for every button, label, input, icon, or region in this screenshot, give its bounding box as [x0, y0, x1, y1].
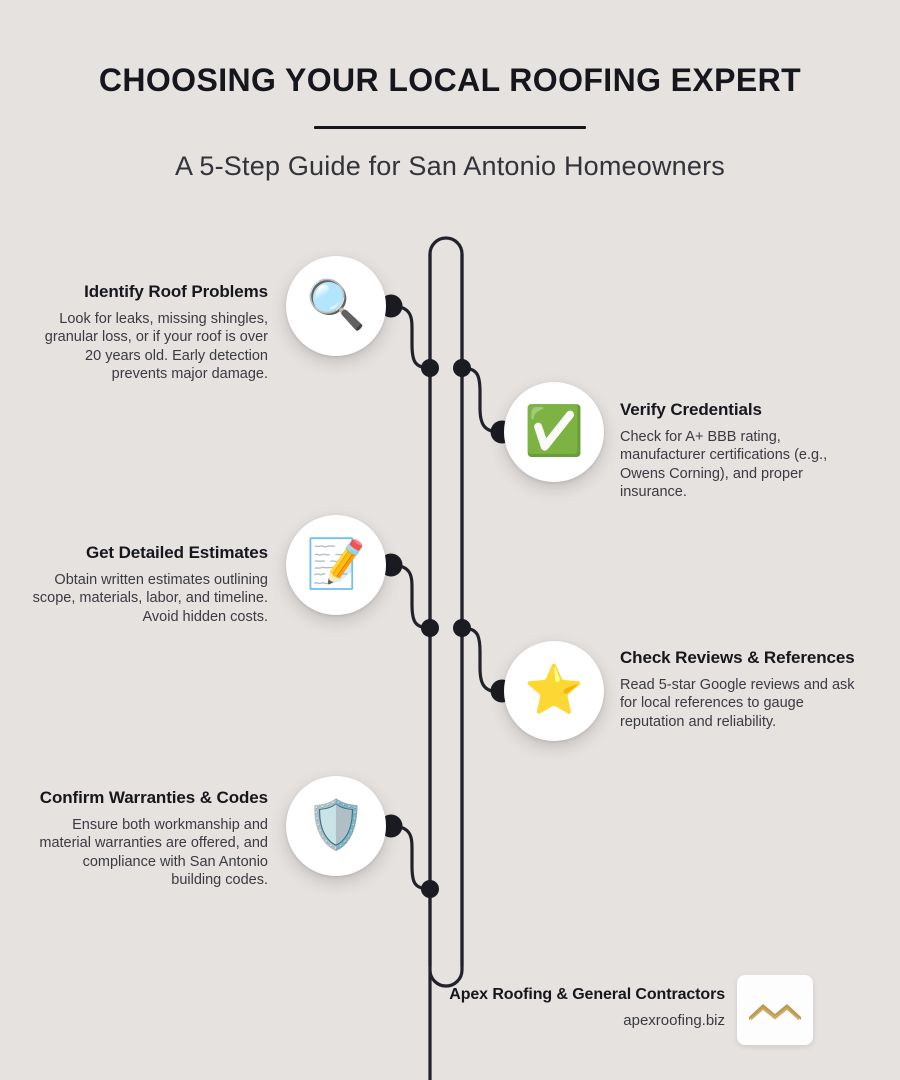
step-description-2: Check for A+ BBB rating, manufacturer certifications (e.g., Owens Corning), and proper insurance. [620, 428, 828, 501]
footer-website-url[interactable]: apexroofing.biz [623, 1012, 725, 1029]
step-description-1: Look for leaks, missing shingles, granular loss, or if your roof is over 20 years old. Early detection prevents major damage. [44, 310, 268, 383]
rail-dot-1 [421, 359, 439, 377]
step-icon-bubble-2[interactable] [504, 382, 604, 482]
step-title-2: Verify Credentials [620, 400, 762, 419]
rail-dot-4 [453, 619, 471, 637]
step-description-5: Ensure both workmanship and material warranties are offered, and compliance with San Antonio building codes. [39, 816, 268, 889]
step-title-3: Get Detailed Estimates [85, 543, 268, 562]
step-title-5: Confirm Warranties & Codes [39, 788, 268, 807]
step-title-1: Identify Roof Problems [84, 282, 268, 301]
footer-brand-name: Apex Roofing & General Contractors [449, 986, 725, 1003]
branch-path-2 [462, 368, 500, 432]
shield-icon: 🛡️ [306, 799, 366, 852]
green-check-mark-icon: ✅ [524, 405, 584, 458]
step-icon-bubble-3[interactable] [286, 515, 386, 615]
step-block-4 [620, 648, 856, 731]
memo-pencil-icon: 📝 [306, 538, 366, 591]
magnifying-glass-icon: 🔍 [306, 279, 366, 332]
step-icon-bubble-1[interactable] [286, 256, 386, 356]
gold-roof-peaks-logo-icon [748, 995, 802, 1025]
step-block-3 [32, 543, 268, 626]
rail-dot-3 [421, 619, 439, 637]
step-description-4: Read 5-star Google reviews and ask for local references to gauge reputation and reliability. [620, 676, 855, 730]
step-block-1 [32, 282, 268, 384]
star-icon: ⭐ [524, 664, 584, 717]
step-icon-bubble-4[interactable] [504, 641, 604, 741]
rail-dot-5 [421, 880, 439, 898]
step-icon-bubble-5[interactable] [286, 776, 386, 876]
branch-path-4 [462, 628, 500, 692]
rail-dot-2 [453, 359, 471, 377]
step-description-3: Obtain written estimates outlining scope, materials, labor, and timeline. Avoid hidden costs. [32, 571, 268, 625]
company-logo [737, 975, 813, 1045]
step-title-4: Check Reviews & References [620, 648, 855, 667]
page-title: CHOOSING YOUR LOCAL ROOFING EXPERT [98, 62, 802, 98]
page-subtitle: A 5-Step Guide for San Antonio Homeowners [174, 151, 726, 181]
step-block-5 [32, 788, 268, 890]
step-block-2 [620, 400, 856, 502]
